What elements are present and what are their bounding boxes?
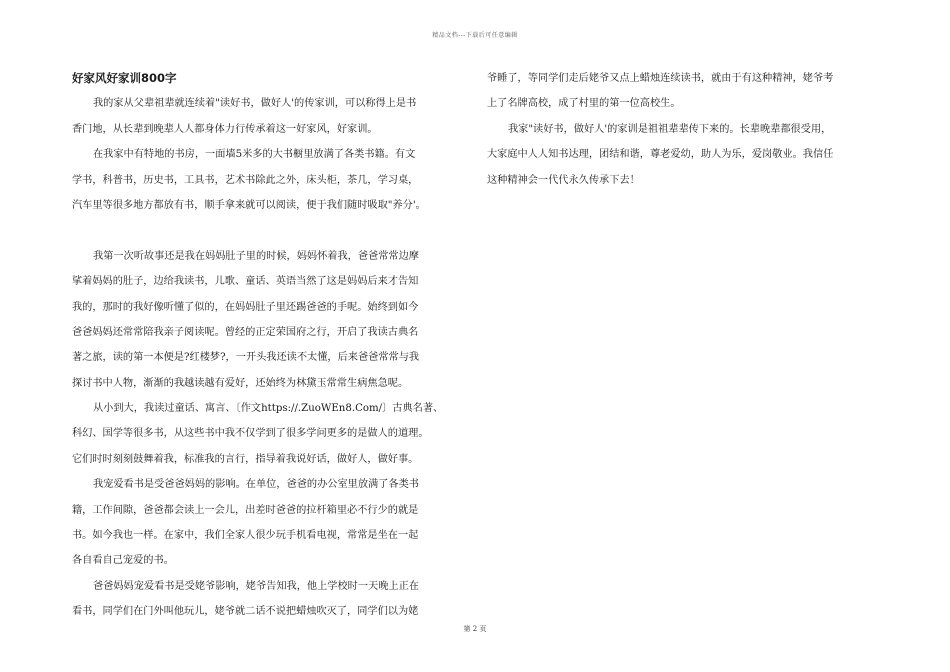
text-line: 各自看自己宠爱的书。 bbox=[72, 555, 174, 567]
text-line: 爸爸妈妈还常常陪我亲子阅读呢。曾经的正定荣国府之行，开启了我读古典名 bbox=[72, 326, 419, 338]
text-line: 大家庭中人人知书达理，团结和谐，尊老爱幼，助人为乐，爱岗敬业。我信任 bbox=[487, 149, 834, 161]
text-line: 科幻、国学等很多书，从这些书中我不仅学到了很多学问更多的是做人的道理。 bbox=[72, 428, 429, 440]
text-line: 看书，同学们在门外叫他玩儿，姥爷就二话不说把蜡烛吹灭了，同学们以为姥 bbox=[72, 606, 419, 618]
blank-line bbox=[72, 218, 472, 243]
text-line: 汽车里等很多地方都放有书，顺手拿来就可以阅读，便于我们随时吸取"养分'。 bbox=[72, 199, 426, 211]
text-line: 在我家中有特地的书房，一面墙5米多的大书橱里放满了各类书籍。有文 bbox=[93, 149, 416, 161]
text-line: 我的家从父辈祖辈就连续着"读好书，做好人'的传家训，可以称得上是书 bbox=[93, 98, 417, 110]
text-line: 我第一次听故事还是我在妈妈肚子里的时候，妈妈怀着我，爸爸常常边摩 bbox=[93, 250, 419, 262]
text-line: 上了名牌高校，成了村里的第一位高校生。 bbox=[487, 98, 681, 110]
text-line: 它们时时刻刻鼓舞着我，标准我的言行，指导着我说好话，做好人，做好事。 bbox=[72, 453, 419, 465]
text-line: 挲着妈妈的肚子，边给我读书，儿歌、童话、英语当然了这是妈妈后来才告知 bbox=[72, 276, 419, 288]
text-line: 学书，科普书，历史书，工具书，艺术书除此之外，床头柜，茶几，学习桌， bbox=[72, 174, 419, 186]
document-title: 好家风好家训800字 bbox=[72, 71, 177, 85]
text-line: 这种精神会一代代永久传承下去！ bbox=[487, 174, 640, 186]
text-line: 著之旅，读的第一本便是?红楼梦?，一开头我还读不太懂，后来爸爸常常与我 bbox=[72, 352, 420, 364]
text-line: 我宠爱看书是受爸爸妈妈的影响。在单位，爸爸的办公室里放满了各类书 bbox=[93, 479, 419, 491]
page-header: 精品文档---下载后可任意编辑 bbox=[432, 32, 518, 39]
left-column bbox=[72, 66, 472, 625]
text-line: 书。如今我也一样。在家中，我们全家人很少玩手机看电视，常常是坐在一起 bbox=[72, 530, 419, 542]
text-line: 爷睡了，等同学们走后姥爷又点上蜡烛连续读书，就由于有这种精神，姥爷考 bbox=[487, 73, 834, 84]
page-number: 第 2 页 bbox=[463, 625, 487, 633]
text-line: 香门地，从长辈到晚辈人人都身体力行传承着这一好家风，好家训。 bbox=[72, 123, 378, 135]
text-line: 从小到大，我读过童话、寓言、〔作文https://.ZuoWEn8.Com/〕古典名著、 bbox=[93, 403, 444, 415]
right-column bbox=[487, 66, 887, 193]
text-line: 我的，那时的我好像听懂了似的，在妈妈肚子里还踢爸爸的手呢。始终到如今 bbox=[72, 301, 419, 313]
text-line: 爸爸妈妈宠爱看书是受姥爷影响，姥爷告知我，他上学校时一天晚上正在 bbox=[93, 580, 419, 592]
text-line: 探讨书中人物，渐渐的我越读越有爱好，还始终为林黛玉常常生病焦急呢。 bbox=[72, 377, 409, 389]
text-line: 籍，工作间隙，爸爸都会读上一会儿，出差时爸爸的拉杆箱里必不行少的就是 bbox=[72, 504, 419, 516]
text-line: 我家"读好书，做好人'的家训是祖祖辈辈传下来的。长辈晚辈都很受用， bbox=[508, 123, 832, 135]
